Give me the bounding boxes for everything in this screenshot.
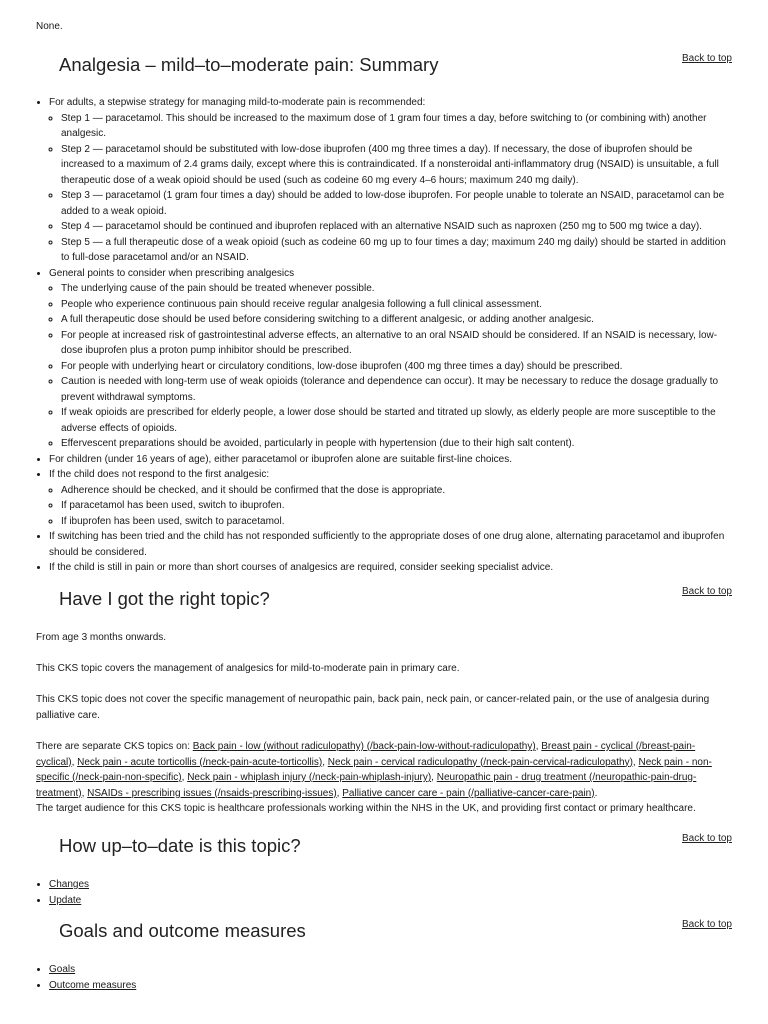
summary-item	[49, 467, 732, 529]
target-audience-text: The target audience for this CKS topic is healthcare professionals working within the NHS in the UK, and providing first contact or primary healthcare.	[36, 803, 696, 814]
summary-subitem: ◦ Step 5 — a full therapeutic dose of a weak opioid (such as codeine 60 mg up to four times a day; maximum 240 mg daily) should be started in addition to full-dose paracetamol and/or an NSAID.	[61, 235, 732, 266]
summary-item-text: General points to consider when prescribing analgesics	[49, 267, 295, 279]
summary-item-text: If the child is still in pain or more than short courses of analgesics are required, consider seeking specialist advice.	[49, 562, 554, 573]
summary-item	[49, 95, 732, 266]
age-paragraph: From age 3 months onwards.	[36, 632, 167, 643]
list-item	[49, 962, 136, 978]
summary-sublist	[49, 483, 732, 530]
up-to-date-links	[36, 877, 89, 908]
summary-item	[49, 529, 732, 560]
summary-subitem: ◦ Step 1 — paracetamol. This should be increased to the maximum dose of 1 gram four times a day, before switching to (or combining with) another analgesic.	[61, 111, 732, 142]
summary-item-text: For children (under 16 years of age), either paracetamol or ibuprofen alone are suitable first-line choices.	[49, 453, 513, 465]
summary-item	[49, 560, 732, 576]
list-item	[49, 893, 89, 909]
topic-link[interactable]: Neck pain - cervical radiculopathy (/neck-pain-cervical-radiculopathy)	[327, 756, 633, 768]
topic-link[interactable]: Neck pain - non-specific (/neck-pain-non-specific)	[36, 756, 712, 783]
summary-subitem: ◦ Caution is needed with long-term use of weak opioids (tolerance and dependence can occur). It may be necessary to reduce the dosage gradually to prevent withdrawal symptoms.	[61, 374, 732, 405]
summary-subitem: ◦ If ibuprofen has been used, switch to paracetamol.	[61, 514, 732, 530]
goals-heading: Goals and outcome measures	[59, 920, 306, 941]
separate-topics-prefix: There are separate CKS topics on:	[36, 741, 193, 752]
summary-sublist	[49, 111, 732, 266]
separate-topics-paragraph: There are separate CKS topics on: Back pain - low (without radiculopathy) (/back-pain-low-without-radiculopathy), Breast pain - cyclical (/breast-pain-cyclical), Neck pain - acute torticollis (/neck-pain-acute-torticollis), Neck pain - cervical radiculopathy (/neck-pain-cervical-radiculopathy), Neck pain - non-specific (/neck-pain-non-specific), Neck pain - whiplash injury (/neck-pain-whiplash-injury), Neuropathic pain - drug treatment (/neuropathic-pain-drug-treatment), NSAIDs - prescribing issues (/nsaids-prescribing-issues), Palliative cancer care - pain (/palliative-cancer-care-pain). The target audience for this CKS topic is healthcare professionals working within the NHS in the UK, and providing first contact or primary healthcare.	[36, 741, 712, 814]
back-to-top-link[interactable]: Back to top	[681, 833, 732, 844]
back-to-top-link[interactable]: Back to top	[681, 53, 732, 64]
summary-item	[49, 452, 732, 468]
summary-subitem: ◦ If paracetamol has been used, switch to ibuprofen.	[61, 498, 732, 514]
summary-item-text: If the child does not respond to the first analgesic:	[49, 469, 270, 480]
summary-subitem: ◦ Step 2 — paracetamol should be substituted with low-dose ibuprofen (400 mg three times a day). If necessary, the dose of ibuprofen should be increased to a maximum of 2.4 grams daily, except where this is contraindicated. If a nonsteroidal anti-inflammatory drug (NSAID) is unsuitable, a full therapeutic dose of a weak opioid should be used (such as codeine 60 mg every 4–6 hours; maximum 240 mg daily).	[61, 142, 732, 189]
changes-link[interactable]: Changes	[49, 879, 90, 890]
summary-subitem: ◦ Step 4 — paracetamol should be continued and ibuprofen replaced with an alternative NSAID such as naproxen (250 mg to 500 mg twice a day).	[61, 219, 732, 235]
back-to-top-link[interactable]: Back to top	[681, 586, 732, 597]
list-item	[49, 978, 136, 994]
outcome-measures-link[interactable]: Outcome measures	[49, 979, 137, 991]
list-item	[49, 877, 89, 893]
topic-link[interactable]: Palliative cancer care - pain (/palliative-cancer-care-pain)	[342, 787, 595, 799]
topic-link[interactable]: Back pain - low (without radiculopathy) (/back-pain-low-without-radiculopathy)	[192, 741, 536, 752]
topic-link[interactable]: Neuropathic pain - drug treatment (/neuropathic-pain-drug-treatment)	[36, 772, 697, 799]
not-cover-paragraph: This CKS topic does not cover the specific management of neuropathic pain, back pain, neck pain, or cancer-related pain, or the use of analgesia during palliative care.	[36, 694, 710, 721]
summary-sublist	[49, 281, 732, 452]
summary-subitem: ◦ For people at increased risk of gastrointestinal adverse effects, an alternative to an oral NSAID should be considered. If an NSAID is necessary, low-dose ibuprofen plus a proton pump inhibitor should be prescribed.	[61, 328, 732, 359]
back-to-top-link[interactable]: Back to top	[681, 919, 732, 930]
topic-link[interactable]: Neck pain - whiplash injury (/neck-pain-whiplash-injury)	[187, 772, 432, 783]
topic-link[interactable]: Breast pain - cyclical (/breast-pain-cyclical)	[36, 741, 696, 768]
summary-item	[49, 266, 732, 452]
up-to-date-heading: How up–to–date is this topic?	[59, 835, 301, 856]
summary-list	[36, 95, 732, 576]
topic-link[interactable]: Neck pain - acute torticollis (/neck-pain-acute-torticollis)	[77, 756, 323, 768]
summary-subitem: ◦ People who experience continuous pain should receive regular analgesia following a full clinical assessment.	[61, 297, 732, 313]
covers-paragraph: This CKS topic covers the management of analgesics for mild-to-moderate pain in primary care.	[36, 663, 460, 674]
intro-text: None.	[36, 21, 63, 32]
summary-heading: Analgesia – mild–to–moderate pain: Summary	[59, 54, 439, 75]
summary-subitem: ◦ The underlying cause of the pain should be treated whenever possible.	[61, 281, 732, 297]
topic-link[interactable]: NSAIDs - prescribing issues (/nsaids-prescribing-issues)	[87, 787, 337, 799]
summary-subitem: ◦ Effervescent preparations should be avoided, particularly in people with hypertension (due to their high salt content).	[61, 436, 732, 452]
right-topic-heading: Have I got the right topic?	[59, 588, 270, 609]
goals-link[interactable]: Goals	[49, 964, 76, 975]
summary-item-text: If switching has been tried and the child has not responded sufficiently to the appropriate doses of one drug alone, alternating paracetamol and ibuprofen should be considered.	[49, 531, 725, 558]
summary-subitem: ◦ For people with underlying heart or circulatory conditions, low-dose ibuprofen (400 mg three times a day) should be prescribed.	[61, 359, 732, 375]
summary-subitem: ◦ Step 3 — paracetamol (1 gram four times a day) should be added to low-dose ibuprofen. For people unable to tolerate an NSAID, paracetamol can be added to a weak opioid.	[61, 188, 732, 219]
summary-subitem: ◦ If weak opioids are prescribed for elderly people, a lower dose should be started and titrated up slowly, as elderly people are more susceptible to the adverse effects of opioids.	[61, 405, 732, 436]
summary-subitem: ◦ Adherence should be checked, and it should be confirmed that the dose is appropriate.	[61, 483, 732, 499]
update-link[interactable]: Update	[49, 894, 82, 906]
summary-item-text: For adults, a stepwise strategy for managing mild-to-moderate pain is recommended:	[49, 97, 426, 108]
goals-links	[36, 962, 136, 993]
summary-subitem: ◦ A full therapeutic dose should be used before considering switching to a different analgesic, or adding another analgesic.	[61, 312, 732, 328]
